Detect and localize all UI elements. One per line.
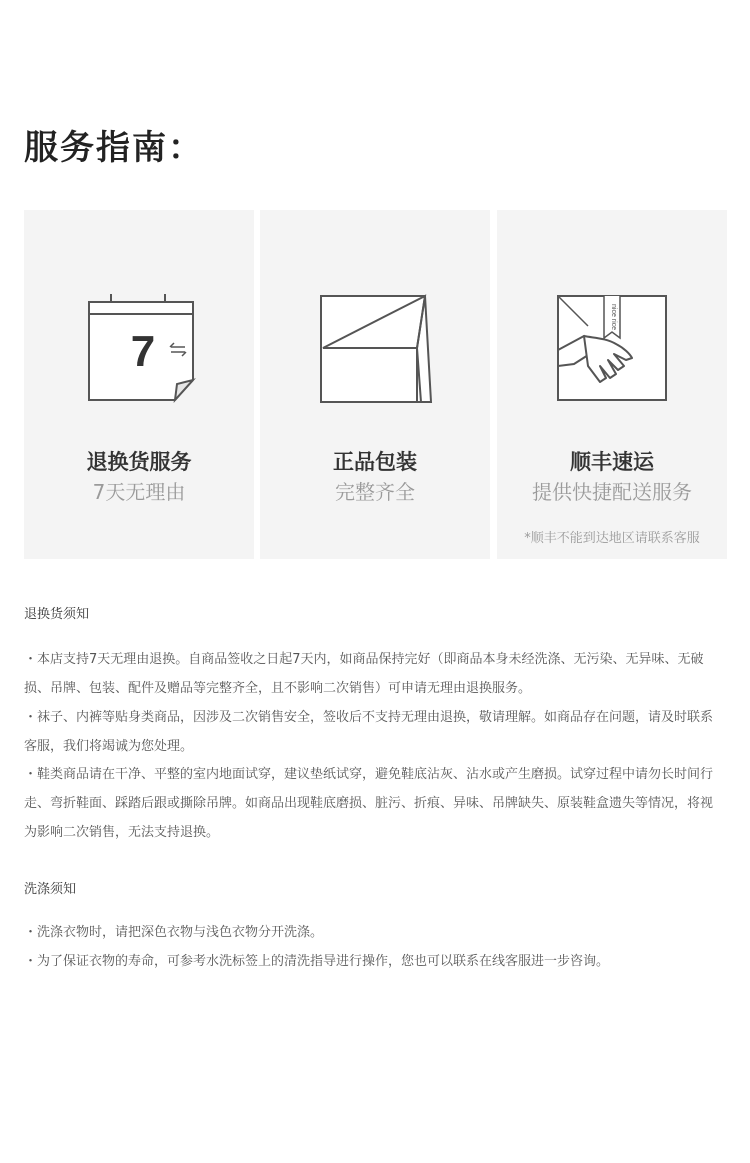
delivery-hand-box-icon <box>554 292 670 404</box>
sf-express-card <box>497 210 727 559</box>
card-subtitle: 完整齐全 <box>335 480 415 504</box>
return-notice-paragraph: ・本店支持7天无理由退换。自商品签收之日起7天内，如商品保持完好（即商品本身未经洗涤、无污染、无异味、无破损、吊牌、包装、配件及赠品等完整齐全，且不影响二次销售）可申请无理由退换服务。 <box>24 652 704 696</box>
return-service-card <box>24 210 254 559</box>
wash-notice-paragraph: ・为了保证衣物的寿命，可参考水洗标签上的清洗指导进行操作，您也可以联系在线客服进一步咨询。 <box>24 954 610 969</box>
authentic-package-card <box>260 210 490 559</box>
card-subtitle: 7天无理由 <box>92 480 186 504</box>
calendar-number: 7 <box>130 327 156 376</box>
return-notice-paragraph: ・袜子、内裤等贴身类商品，因涉及二次销售安全，签收后不支持无理由退换，敬请理解。如商品存在问题，请及时联系客服，我们将竭诚为您处理。 <box>24 710 714 754</box>
calendar-7-day-icon <box>81 292 197 404</box>
service-cards <box>24 210 727 559</box>
card-title: 退换货服务 <box>86 450 192 474</box>
tape-text: nice rice <box>610 304 617 331</box>
return-notice-title: 退换货须知 <box>24 607 90 622</box>
page-title: 服务指南： <box>24 128 204 168</box>
card-title: 正品包装 <box>333 450 417 474</box>
card-note: *顺丰不能到达地区请联系客服 <box>524 531 700 546</box>
card-title: 顺丰速运 <box>570 450 654 474</box>
wash-notice-title: 洗涤须知 <box>24 882 77 897</box>
card-subtitle: 提供快捷配送服务 <box>532 480 692 504</box>
package-box-icon <box>317 292 433 404</box>
return-notice-paragraph: ・鞋类商品请在干净、平整的室内地面试穿，建议垫纸试穿，避免鞋底沾灰、沾水或产生磨损。试穿过程中请勿长时间行走、弯折鞋面、踩踏后跟或撕除吊牌。如商品出现鞋底磨损、脏污、折痕、异味、吊牌缺失、原装鞋盒遗失等情况，将视为影响二次销售，无法支持退换。 <box>24 767 714 840</box>
wash-notice-paragraph: ・洗涤衣物时，请把深色衣物与浅色衣物分开洗涤。 <box>24 925 324 940</box>
